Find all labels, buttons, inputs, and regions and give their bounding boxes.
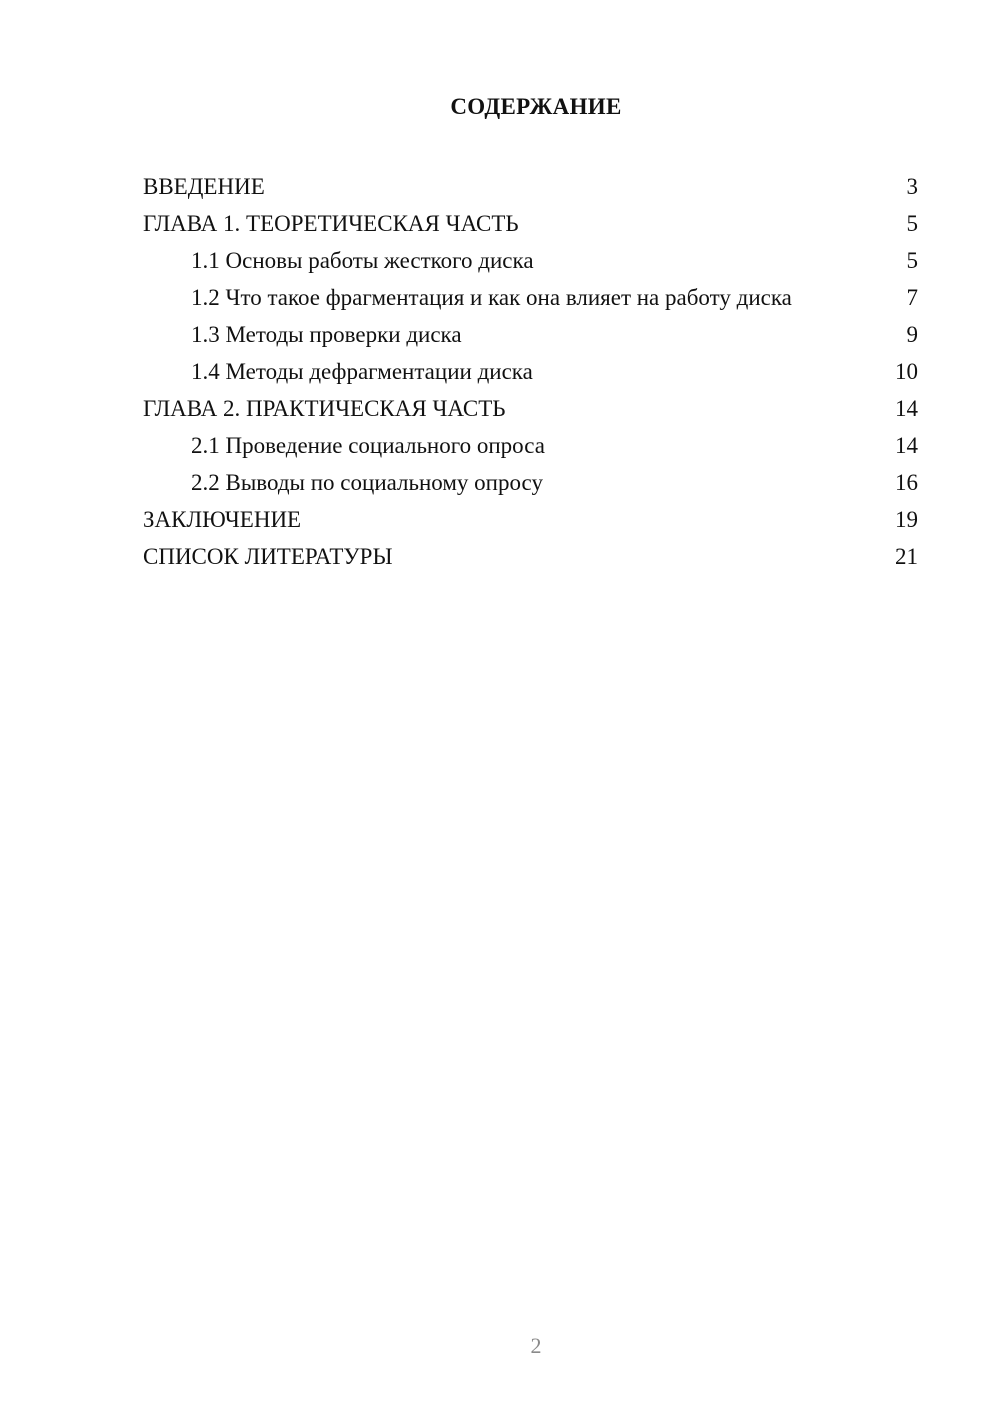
toc-title: СОДЕРЖАНИЕ xyxy=(450,94,622,119)
toc-entry-page: 21 xyxy=(895,544,918,569)
toc-entry-section-1-4[interactable] xyxy=(143,353,918,390)
toc-entry-label: 1.1 Основы работы жесткого диска xyxy=(191,248,534,273)
toc-entry-section-1-3[interactable] xyxy=(143,316,918,353)
toc-entry-section-1-1[interactable] xyxy=(143,242,918,279)
toc-entry-introduction[interactable] xyxy=(143,168,918,205)
toc-entry-label: ГЛАВА 1. ТЕОРЕТИЧЕСКАЯ ЧАСТЬ xyxy=(143,211,519,236)
table-of-contents xyxy=(143,168,918,575)
toc-entry-label: ЗАКЛЮЧЕНИЕ xyxy=(143,507,302,532)
toc-entry-section-2-2[interactable] xyxy=(143,464,918,501)
toc-entry-page: 19 xyxy=(895,507,918,532)
toc-entry-label: СПИСОК ЛИТЕРАТУРЫ xyxy=(143,544,393,569)
toc-entry-chapter-1[interactable] xyxy=(143,205,918,242)
toc-entry-page: 10 xyxy=(895,359,918,384)
toc-entry-label: 1.2 Что такое фрагментация и как она влияет на работу диска xyxy=(191,285,792,310)
page-number: 2 xyxy=(530,1333,542,1358)
toc-entry-chapter-2[interactable] xyxy=(143,390,918,427)
toc-entry-label: 2.1 Проведение социального опроса xyxy=(191,433,545,458)
toc-entry-page: 14 xyxy=(895,433,918,458)
toc-entry-page: 5 xyxy=(906,211,918,236)
toc-entry-page: 16 xyxy=(895,470,918,495)
toc-entry-page: 5 xyxy=(906,248,918,273)
toc-entry-page: 3 xyxy=(906,174,918,199)
toc-entry-section-1-2[interactable] xyxy=(143,279,918,316)
toc-entry-page: 14 xyxy=(895,396,918,421)
toc-entry-section-2-1[interactable] xyxy=(143,427,918,464)
toc-entry-label: ВВЕДЕНИЕ xyxy=(143,174,265,199)
toc-entry-page: 9 xyxy=(906,322,918,347)
toc-entry-conclusion[interactable] xyxy=(143,501,918,538)
toc-entry-label: 1.3 Методы проверки диска xyxy=(191,322,462,347)
toc-entry-label: 2.2 Выводы по социальному опросу xyxy=(191,470,543,495)
toc-entry-label: ГЛАВА 2. ПРАКТИЧЕСКАЯ ЧАСТЬ xyxy=(143,396,506,421)
toc-entry-page: 7 xyxy=(906,285,918,310)
toc-entry-label: 1.4 Методы дефрагментации диска xyxy=(191,359,533,384)
toc-entry-references[interactable] xyxy=(143,538,918,575)
